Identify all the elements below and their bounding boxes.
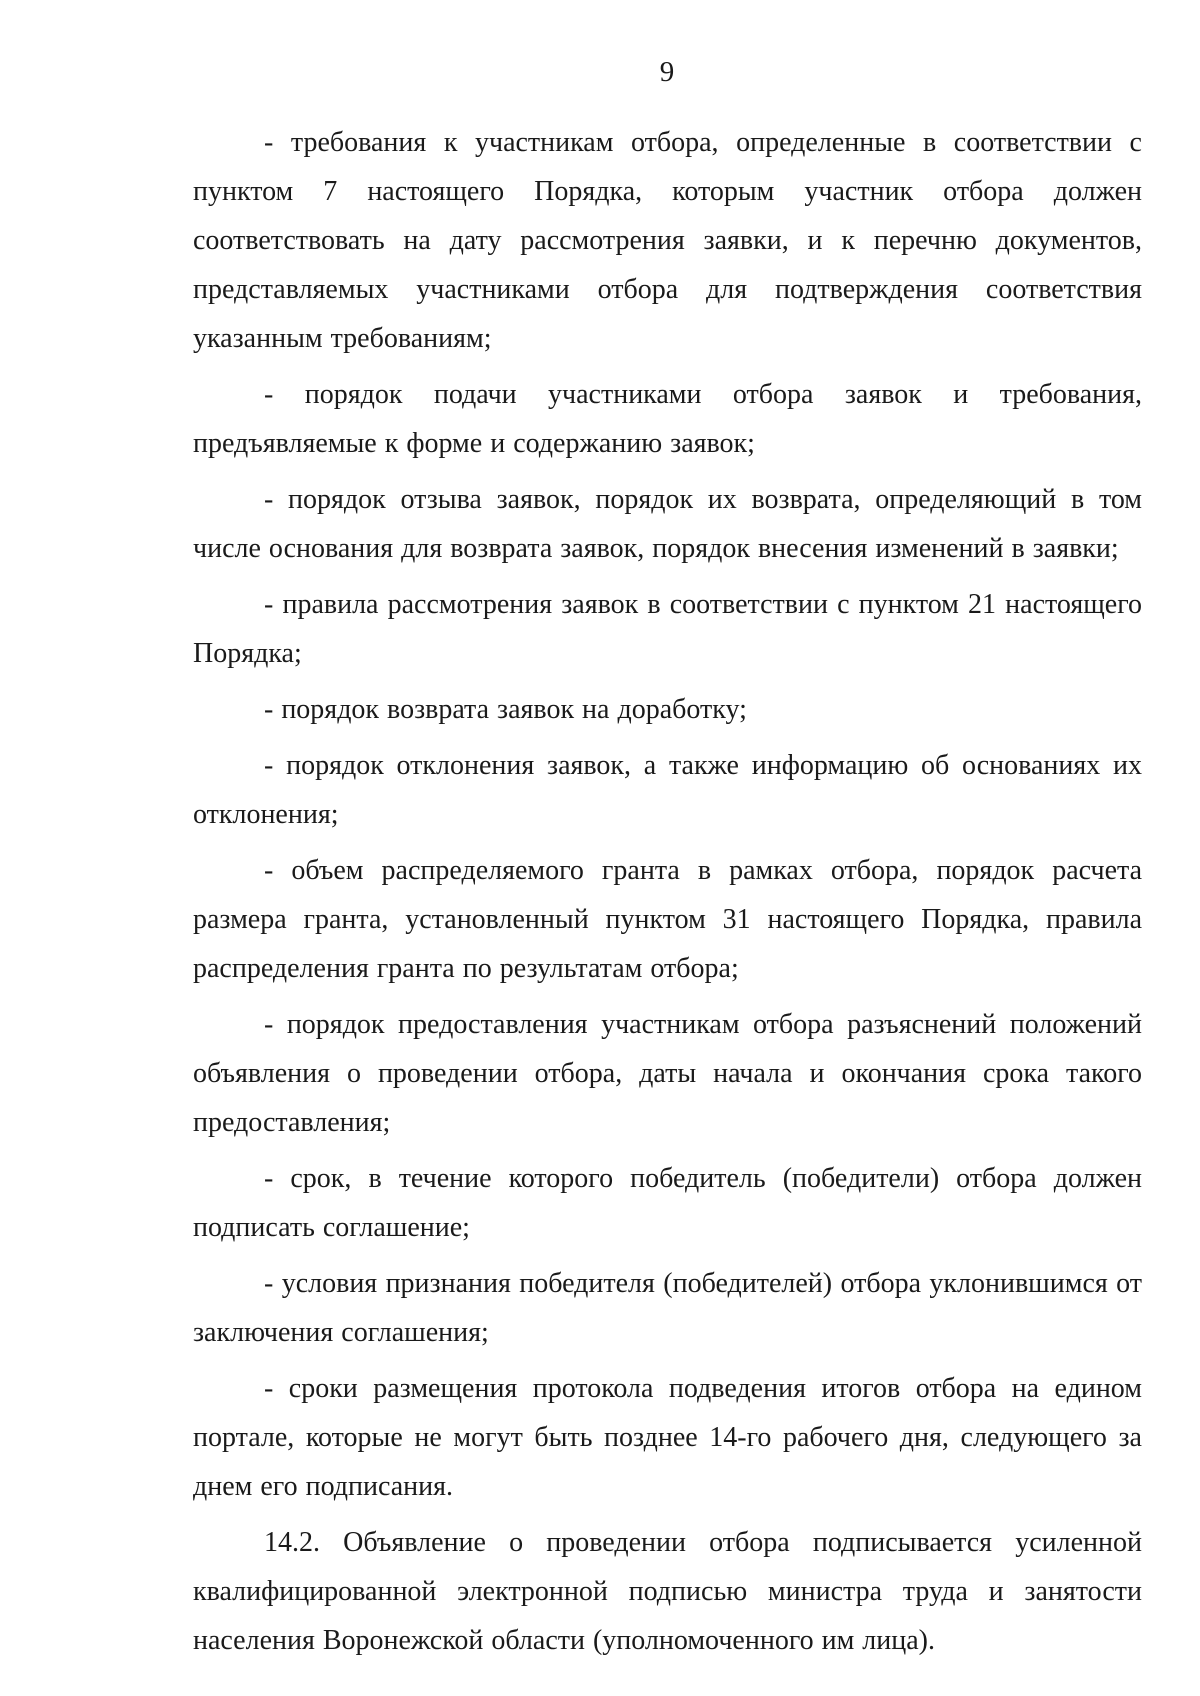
paragraph-protocol-publication: - сроки размещения протокола подведения итогов отбора на едином портале, которые не могут быть позднее 14-го рабочего дня, следующего за днем его подписания. <box>193 1373 1142 1502</box>
paragraph-agreement-term: - срок, в течение которого победитель (победители) отбора должен подписать соглашение; <box>193 1163 1142 1243</box>
document-body <box>193 118 1142 1672</box>
page-number: 9 <box>659 56 675 88</box>
paragraph-withdrawal-order: - порядок отзыва заявок, порядок их возврата, определяющий в том числе основания для возврата заявок, порядок внесения изменений в заявки; <box>193 484 1142 564</box>
paragraph-14-2-signature: 14.2. Объявление о проведении отбора подписывается усиленной квалифицированной электронной подписью министра труда и занятости населения Воронежской области (уполномоченного им лица). <box>193 1527 1142 1656</box>
paragraph-return-for-revision: - порядок возврата заявок на доработку; <box>264 694 747 725</box>
paragraph-rejection-order: - порядок отклонения заявок, а также информацию об основаниях их отклонения; <box>193 750 1142 830</box>
paragraph-clarifications: - порядок предоставления участникам отбора разъяснений положений объявления о проведении отбора, даты начала и окончания срока такого предоставления; <box>193 1009 1142 1138</box>
paragraph-requirements: - требования к участникам отбора, определенные в соответствии с пунктом 7 настоящего Порядка, которым участник отбора должен соответствовать на дату рассмотрения заявки, и к перечню документов, представляемых участниками отбора для подтверждения соответствия указанным требованиям; <box>193 127 1142 354</box>
paragraph-grant-volume: - объем распределяемого гранта в рамках отбора, порядок расчета размера гранта, установленный пунктом 31 настоящего Порядка, правила распределения гранта по результатам отбора; <box>193 855 1142 984</box>
paragraph-submission-order: - порядок подачи участниками отбора заявок и требования, предъявляемые к форме и содержанию заявок; <box>193 379 1142 459</box>
paragraph-review-rules: - правила рассмотрения заявок в соответствии с пунктом 21 настоящего Порядка; <box>193 589 1142 669</box>
paragraph-evasion-conditions: - условия признания победителя (победителей) отбора уклонившимся от заключения соглашения; <box>193 1268 1142 1348</box>
